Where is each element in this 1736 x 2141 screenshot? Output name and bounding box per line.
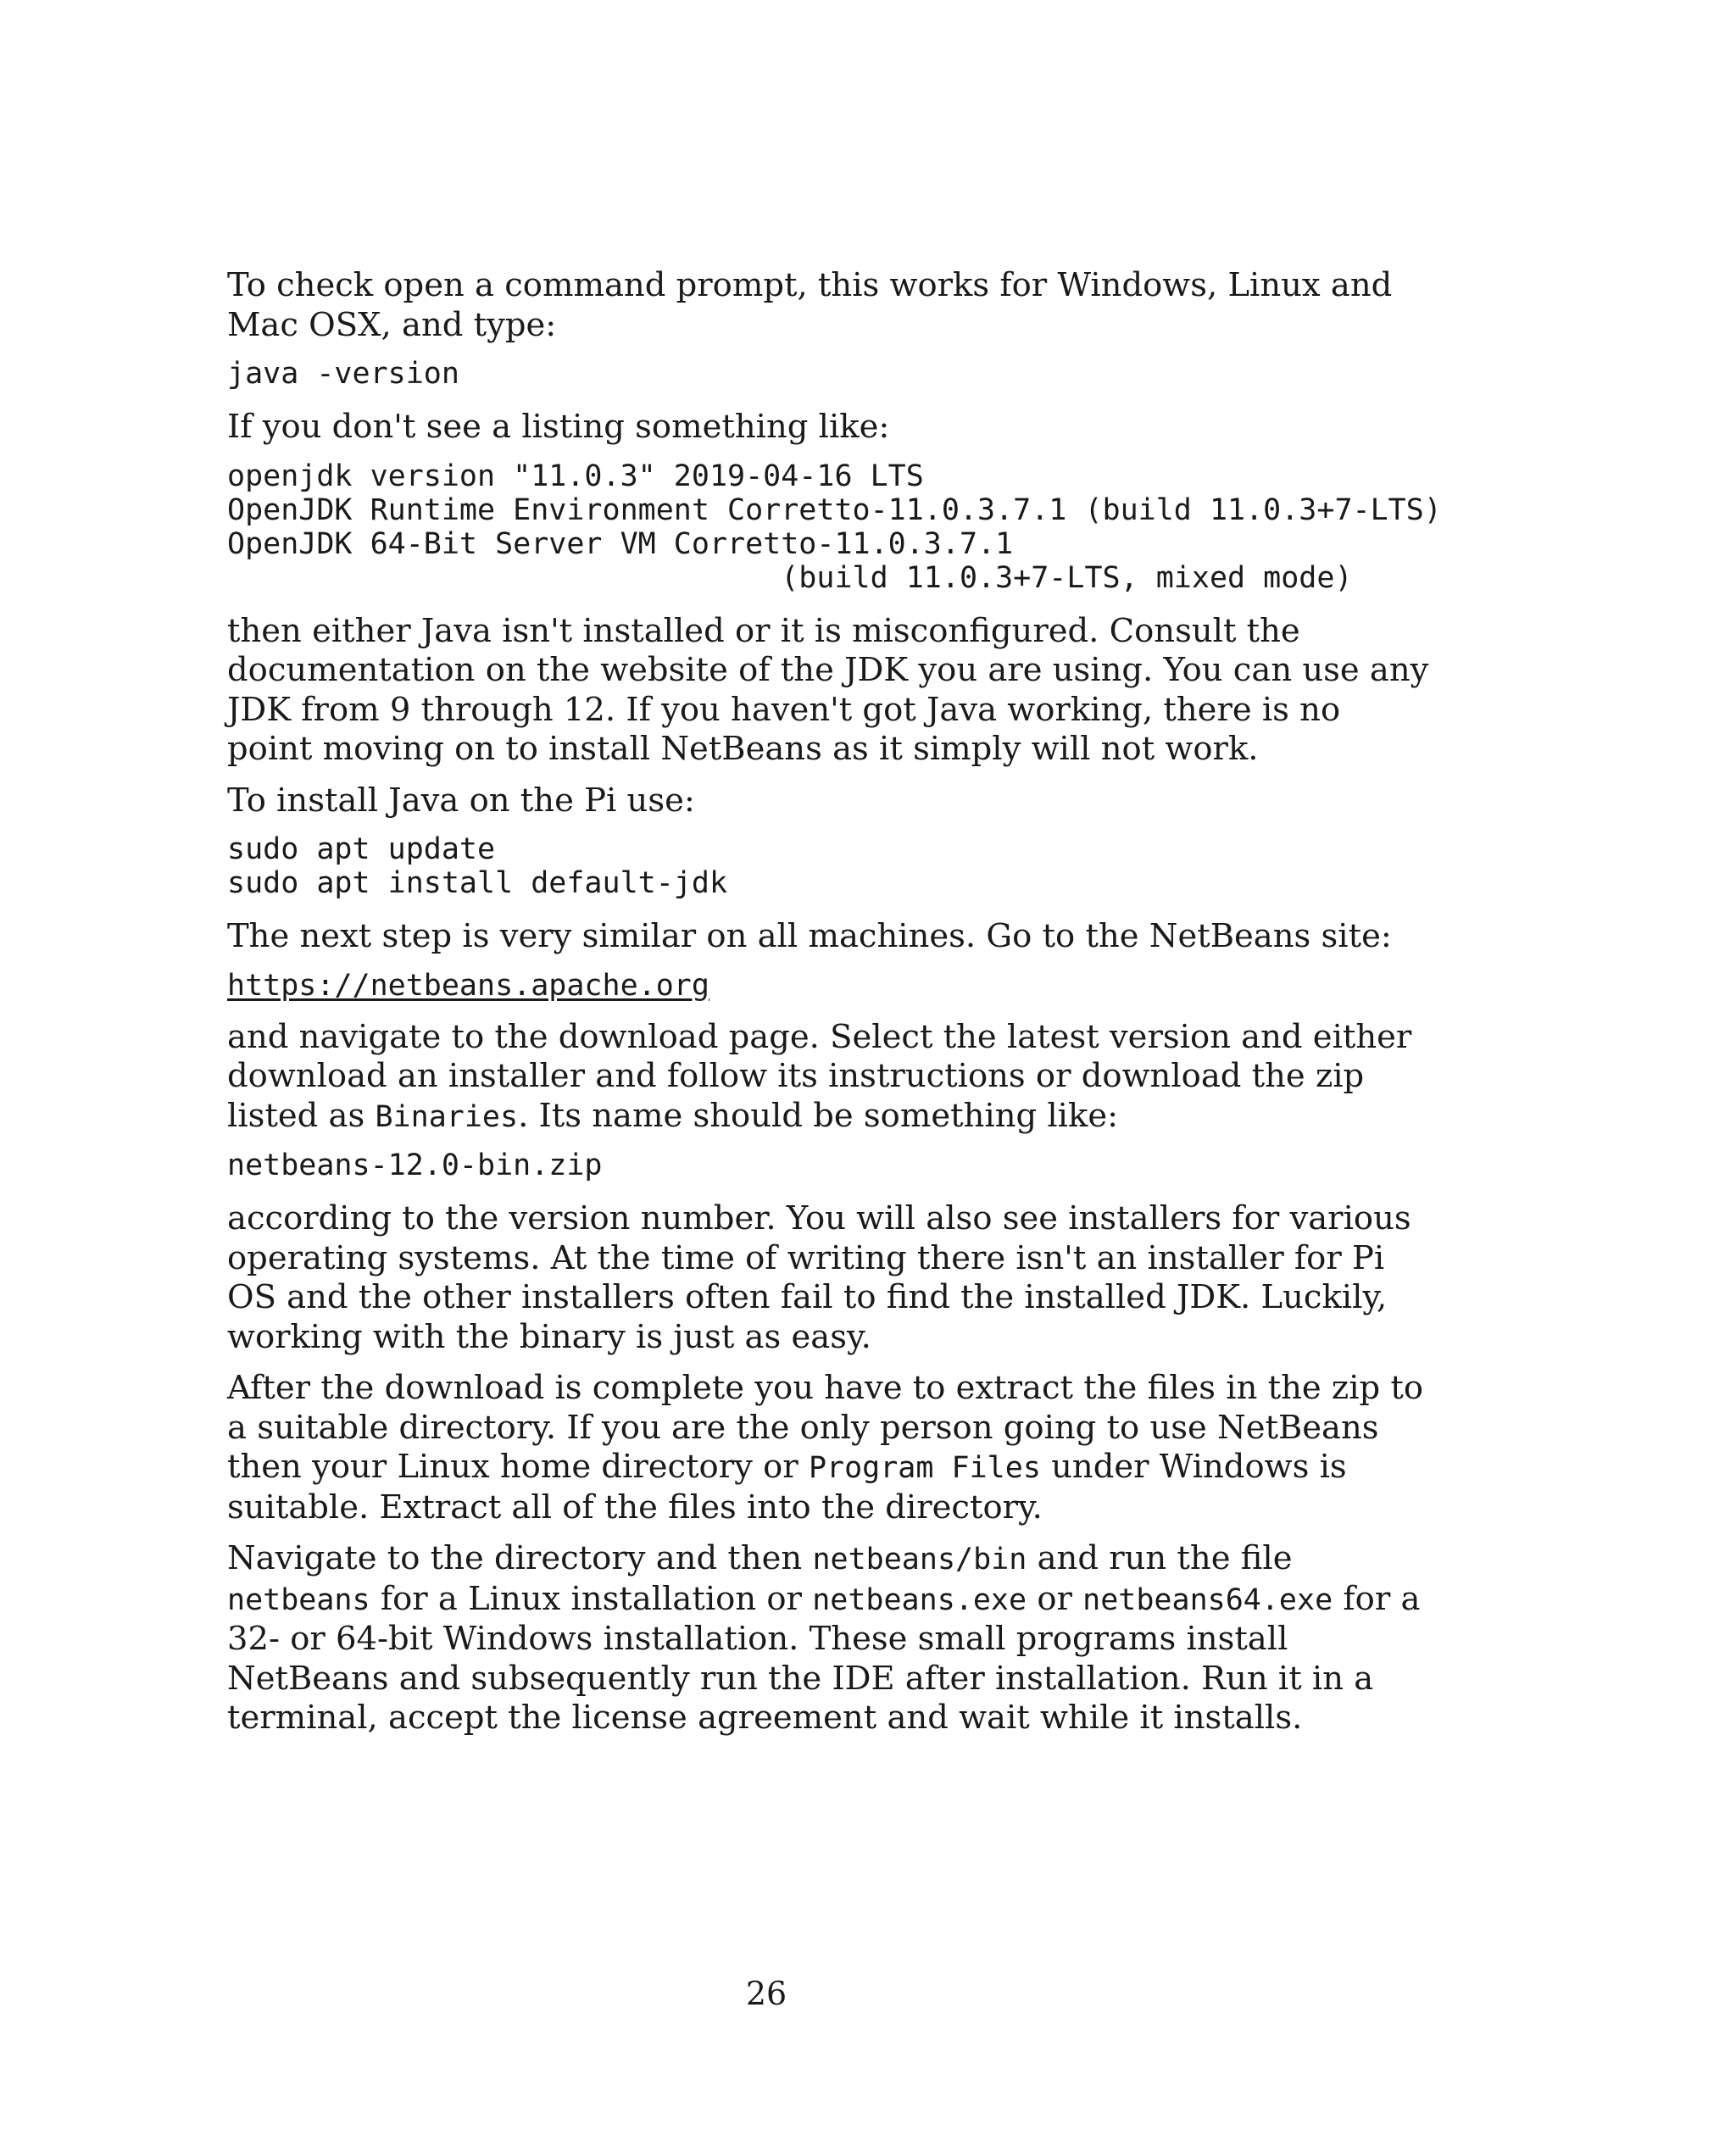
netbeans-site-link[interactable]: https://netbeans.apache.org — [227, 968, 709, 1003]
inline-code-netbeans: netbeans — [227, 1582, 370, 1617]
document-page — [227, 266, 1442, 1750]
paragraph-version-number: according to the version number. You will also see installers for various operating systems. At the time of writing there isn't an installer for Pi OS and the other installers often fail to find the installed JDK. Luckily, working with the binary is just as easy. — [227, 1199, 1411, 1356]
inline-code-program-files: Program Files — [808, 1451, 1041, 1485]
code-apt-install: sudo apt update sudo apt install default-jdk — [227, 832, 728, 900]
text-span: under Windows is suitable. Extract all of the files into the directory. — [227, 1448, 1347, 1527]
text-span: for a 32- or 64-bit Windows installation. These small programs install NetBeans and subsequently run the IDE after installation. Run it in a terminal, accept the license agreement and wait while it installs. — [227, 1579, 1421, 1737]
paragraph-listing: If you don't see a listing something like: — [227, 408, 890, 446]
inline-code-netbeans-exe: netbeans.exe — [812, 1582, 1027, 1617]
inline-code-netbeans-bin: netbeans/bin — [812, 1543, 1027, 1577]
inline-code-netbeans64-exe: netbeans64.exe — [1082, 1582, 1333, 1617]
paragraph-check-prompt: To check open a command prompt, this works for Windows, Linux and Mac OSX, and type: — [227, 266, 1393, 344]
paragraph-navigate — [227, 1539, 1431, 1738]
code-zip-name: netbeans-12.0-bin.zip — [227, 1148, 603, 1182]
inline-code-binaries: Binaries — [375, 1099, 519, 1134]
paragraph-download — [227, 1018, 1431, 1137]
code-java-version: java -version — [227, 357, 459, 391]
paragraph-next-step: The next step is very similar on all machines. Go to the NetBeans site: — [227, 917, 1392, 955]
paragraph-extract — [227, 1369, 1431, 1527]
text-span: After the download is complete you have to extract the files in the zip to a suitable directory. If you are the only person going to use NetBeans then your Linux home directory or — [227, 1369, 1424, 1486]
text-span: . Its name should be something like: — [518, 1096, 1119, 1135]
code-java-output: openjdk version "11.0.3" 2019-04-16 LTS OpenJDK Runtime Environment Corretto-11.0.3.7.1 (build 11.0.3+7-LTS) OpenJDK 64-Bit Server VM Corretto-11.0.3.7.1 (build 11.0.3+7-LTS, mixed mode) — [227, 459, 1442, 595]
text-span: Navigate to the directory and then — [227, 1539, 813, 1577]
text-span: and navigate to the download page. Select the latest version and either download an installer and follow its instructions or download the zip listed as — [227, 1017, 1412, 1135]
paragraph-misconfigured: then either Java isn't installed or it is misconfigured. Consult the documentation on the website of the JDK you are using. You can use any JDK from 9 through 12. If you haven't got Java working, there is no point moving on to install NetBeans as it simply will not work. — [227, 611, 1429, 768]
paragraph-install-pi: To install Java on the Pi use: — [227, 781, 695, 820]
page-number: 26 — [745, 1975, 787, 2012]
text-span: and run the file — [1027, 1539, 1293, 1577]
text-span: or — [1027, 1579, 1083, 1618]
text-span: for a Linux installation or — [370, 1579, 813, 1618]
